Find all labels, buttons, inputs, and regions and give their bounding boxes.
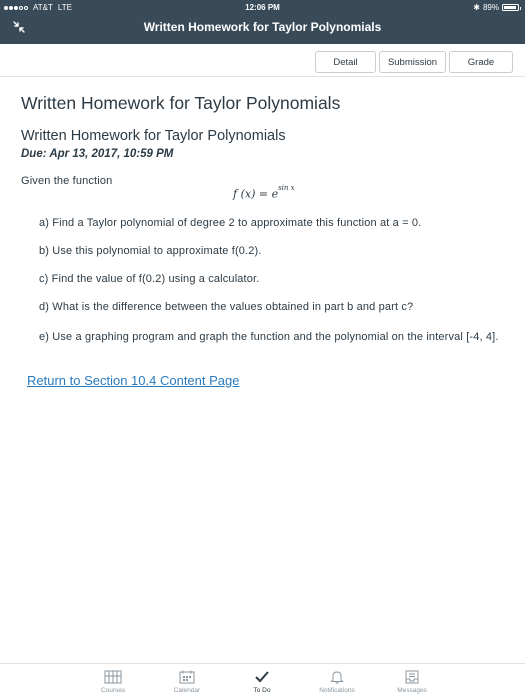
inbox-icon — [404, 670, 420, 684]
battery-percent: 89% — [482, 3, 499, 12]
formula-exponent: sin x — [278, 184, 295, 192]
question-d: d) What is the difference between the values obtained in part b and part c? — [39, 301, 414, 313]
status-time: 12:06 PM — [245, 3, 280, 12]
nav-courses[interactable] — [78, 670, 148, 694]
due-date: Due: Apr 13, 2017, 10:59 PM — [21, 148, 174, 160]
intro-text: Given the function — [21, 175, 113, 187]
tab-submission[interactable]: Submission — [379, 51, 446, 73]
nav-notifications-label: Notifications — [319, 687, 355, 694]
tab-grade[interactable]: Grade — [449, 51, 513, 73]
question-a: a) Find a Taylor polynomial of degree 2 to approximate this function at a = 0. — [39, 217, 422, 229]
courses-icon — [104, 670, 122, 684]
nav-todo[interactable] — [227, 670, 297, 694]
nav-title: Written Homework for Taylor Polynomials — [143, 20, 382, 34]
battery-fill — [504, 6, 516, 9]
nav-todo-label: To Do — [253, 687, 271, 694]
nav-messages-label: Messages — [397, 687, 427, 694]
page-title: Written Homework for Taylor Polynomials — [21, 93, 341, 113]
top-header — [0, 0, 525, 44]
status-bar — [0, 0, 525, 14]
tab-bar — [315, 51, 513, 73]
bottom-nav — [0, 663, 525, 700]
nav-notifications[interactable] — [302, 670, 372, 694]
carrier-label: AT&T — [33, 3, 53, 12]
question-c: c) Find the value of f(0.2) using a calculator. — [39, 273, 260, 285]
function-formula — [233, 184, 295, 201]
tab-detail[interactable]: Detail — [315, 51, 376, 73]
nav-calendar[interactable] — [152, 670, 222, 694]
battery-icon — [502, 4, 519, 11]
nav-courses-label: Courses — [100, 687, 126, 694]
network-label: LTE — [57, 3, 72, 12]
status-right — [473, 3, 519, 12]
divider — [0, 76, 525, 77]
assignment-title: Written Homework for Taylor Polynomials — [21, 128, 286, 144]
checkmark-icon — [254, 670, 270, 684]
nav-calendar-label: Calendar — [173, 687, 201, 694]
bell-icon — [329, 670, 345, 684]
calendar-icon — [179, 670, 195, 684]
question-e: e) Use a graphing program and graph the function and the polynomial on the interval [-4, 4]. — [39, 331, 499, 343]
bluetooth-icon: ✱ — [473, 3, 480, 12]
nav-messages[interactable] — [377, 670, 447, 694]
return-link[interactable]: Return to Section 10.4 Content Page — [27, 373, 240, 388]
question-b: b) Use this polynomial to approximate f(0.2). — [39, 245, 262, 257]
formula-lhs: f (x) = e — [233, 187, 279, 201]
